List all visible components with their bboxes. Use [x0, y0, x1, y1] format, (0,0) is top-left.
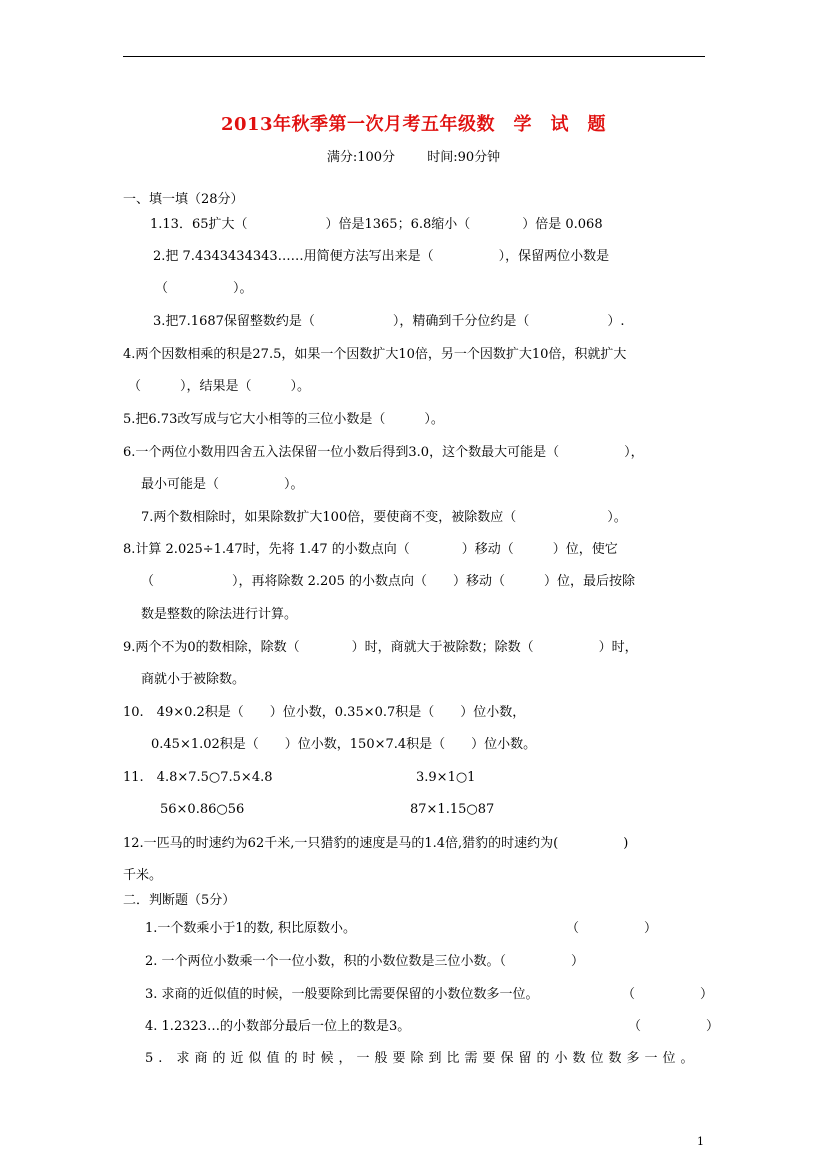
judge-1: 1.一个数乘小于1的数, 积比原数小。 [145, 921, 356, 936]
question-11-d: 87×1.15○87 [410, 802, 495, 817]
question-1: 1.13．65扩大（ ）倍是1365；6.8缩小（ ）倍是 0.068 [150, 217, 603, 232]
judge-4: 4. 1.2323…的小数部分最后一位上的数是3。 [145, 1019, 411, 1034]
question-9: 9.两个不为0的数相除，除数（ ）时，商就大于被除数；除数（ ）时， [123, 640, 638, 655]
question-5: 5.把6.73改写成与它大小相等的三位小数是（ ）。 [123, 412, 444, 427]
question-11-b: 3.9×1○1 [416, 770, 476, 785]
exam-title: 2013年秋季第一次月考五年级数 学 试 题 [220, 114, 607, 135]
question-12: 12.一匹马的时速约为62千米,一只猎豹的速度是马的1.4倍,猎豹的时速约为( ) [123, 836, 629, 851]
question-11-a: 11. 4.8×7.5○7.5×4.8 [123, 770, 273, 785]
question-8-cont2: 数是整数的除法进行计算。 [141, 607, 298, 622]
question-7: 7.两个数相除时，如果除数扩大100倍，要使商不变，被除数应（ ）。 [141, 510, 627, 525]
question-9-cont: 商就小于被除数。 [141, 672, 246, 687]
question-6: 6.一个两位小数用四舍五入法保留一位小数后得到3.0，这个数最大可能是（ ）， [123, 445, 644, 460]
exam-info [0, 146, 827, 165]
question-3: 3.把7.1687保留整数约是（ ），精确到千分位约是（ ）. [153, 314, 625, 329]
question-12-cont: 千米。 [123, 868, 163, 883]
full-score: 满分:100分 [326, 150, 396, 165]
question-4-cont: （ ），结果是（ ）。 [128, 379, 311, 394]
judge-4-answer: （ ） [628, 1019, 720, 1034]
question-11-c: 56×0.86○56 [160, 802, 245, 817]
exam-time: 时间:90分钟 [427, 150, 501, 165]
question-6-cont: 最小可能是（ ）。 [141, 477, 304, 492]
question-2: 2.把 7.4343434343……用简便方法写出来是（ ），保留两位小数是 [153, 249, 610, 264]
question-8: 8.计算 2.025÷1.47时，先将 1.47 的小数点向（ ）移动（ ）位，使它 [123, 542, 618, 557]
judge-3: 3. 求商的近似值的时候，一般要除到比需要保留的小数位数多一位。 [145, 987, 539, 1002]
section-judge-heading: 二．判断题（5分） [123, 893, 236, 908]
question-10-cont: 0.45×1.02积是（ ）位小数，150×7.4积是（ ）位小数。 [151, 737, 537, 752]
section-fill-heading: 一、填一填（28分） [123, 192, 244, 207]
question-4: 4.两个因数相乘的积是27.5，如果一个因数扩大10倍，另一个因数扩大10倍，积就扩大 [123, 347, 627, 362]
judge-5: 5. 求商的近似值的时候，一般要除到比需要保留的小数位数多一位。 [145, 1051, 699, 1066]
page-number: 1 [697, 1135, 704, 1148]
judge-1-answer: （ ） [566, 921, 658, 936]
judge-2: 2. 一个两位小数乘一个一位小数，积的小数位数是三位小数。（ ） [145, 954, 585, 969]
judge-3-answer: （ ） [622, 987, 714, 1002]
question-10: 10. 49×0.2积是（ ）位小数，0.35×0.7积是（ ）位小数， [123, 705, 526, 720]
question-8-cont: （ ），再将除数 2.205 的小数点向（ ）移动（ ）位，最后按除 [141, 574, 635, 589]
header-rule [123, 56, 705, 57]
question-2-cont: （ ）。 [155, 281, 253, 296]
